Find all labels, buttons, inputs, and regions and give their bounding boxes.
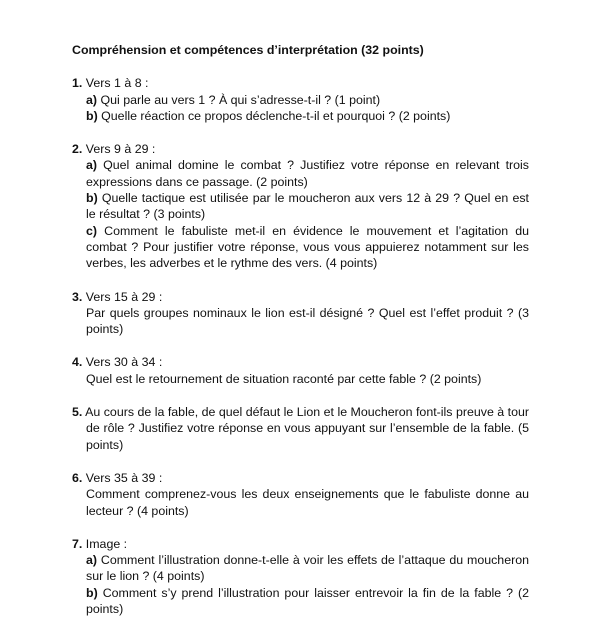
question-text: Comment comprenez-vous les deux enseignements que le fabuliste donne au lecteur ? (4 points): [86, 487, 529, 518]
sub-question-text: Comment l’illustration donne-t-elle à voir les effets de l’attaque du moucheron sur le lion ? (4 points): [86, 553, 529, 584]
question-number: 1.: [72, 76, 83, 91]
question-number: 3.: [72, 289, 83, 304]
question-body: [86, 157, 529, 271]
sub-question-b: [86, 108, 529, 124]
sub-question-b: [86, 585, 529, 618]
question-heading-text: Vers 1 à 8 :: [85, 76, 149, 91]
sub-question-text: Comment le fabuliste met-il en évidence le mouvement et l’agitation du combat ? Pour justifier votre réponse, vous vous appuierez notamment sur les verbes, les adverbes et le rythme des vers. (4 points): [86, 223, 529, 271]
sub-question-letter: b): [86, 191, 98, 206]
question-4: [72, 354, 529, 387]
question-heading-text: Image :: [85, 536, 128, 551]
sub-question-a: [86, 157, 529, 190]
sub-question-text: Quelle tactique est utilisée par le moucheron aux vers 12 à 29 ? Quel en est le résultat ? (3 points): [86, 191, 529, 222]
question-1: [72, 75, 529, 124]
question-heading-text: Vers 9 à 29 :: [85, 142, 156, 157]
question-number: 2.: [72, 142, 83, 157]
sub-question-letter: a): [86, 553, 98, 568]
sub-question-text: Comment s’y prend l’illustration pour laisser entrevoir la fin de la fable ? (2 points): [86, 585, 529, 617]
question-7: [72, 536, 529, 617]
question-text-first: Au cours de la fable, de quel défaut le Lion et le Moucheron font-ils preuve à tour: [85, 405, 529, 420]
question-5: [72, 404, 529, 453]
sub-question-letter: c): [86, 223, 98, 238]
question-heading-text: Vers 15 à 29 :: [85, 289, 163, 304]
question-text: Par quels groupes nominaux le lion est-il désigné ? Quel est l’effet produit ? (3 points): [86, 305, 529, 337]
question-text-rest: de rôle ? Justifiez votre réponse en vous appuyant sur l’ensemble de la fable. (5 points): [86, 421, 529, 452]
sub-question-text: Qui parle au vers 1 ? À qui s’adresse-t-il ? (1 point): [100, 92, 381, 107]
sub-question-c: [86, 223, 529, 272]
question-body: [86, 371, 529, 387]
question-body: [86, 92, 529, 125]
sub-question-letter: b): [86, 585, 98, 600]
question-heading: [72, 354, 529, 370]
sub-question-text: Quel animal domine le combat ? Justifiez votre réponse en relevant trois expressions dans ce passage. (2 points): [86, 158, 529, 189]
sub-question-letter: a): [86, 92, 98, 107]
question-heading-text: Vers 30 à 34 :: [85, 355, 163, 370]
sub-question-text: Quelle réaction ce propos déclenche-t-il et pourquoi ? (2 points): [101, 108, 451, 123]
question-body: [86, 552, 529, 617]
sub-question-a: [86, 552, 529, 585]
document-page: [72, 42, 529, 634]
question-heading-text: Vers 35 à 39 :: [85, 470, 163, 485]
question-number: 6.: [72, 470, 83, 485]
question-6: [72, 470, 529, 519]
question-body: [86, 305, 529, 338]
question-first-line: [72, 404, 529, 420]
question-heading: [72, 470, 529, 486]
section-title: Compréhension et compétences d’interprétation (32 points): [72, 43, 424, 57]
question-text: Quel est le retournement de situation raconté par cette fable ? (2 points): [86, 371, 482, 386]
question-3: [72, 289, 529, 338]
question-number: 4.: [72, 355, 83, 370]
question-heading: [72, 536, 529, 552]
question-body: [86, 486, 529, 519]
question-2: [72, 141, 529, 271]
question-heading: [72, 75, 529, 91]
sub-question-a: [86, 92, 529, 108]
question-number: 7.: [72, 536, 83, 551]
question-heading: [72, 141, 529, 157]
question-body: [86, 420, 529, 453]
question-number: 5.: [72, 405, 83, 420]
sub-question-letter: a): [86, 158, 98, 173]
sub-question-b: [86, 190, 529, 223]
question-heading: [72, 289, 529, 305]
sub-question-letter: b): [86, 108, 98, 123]
